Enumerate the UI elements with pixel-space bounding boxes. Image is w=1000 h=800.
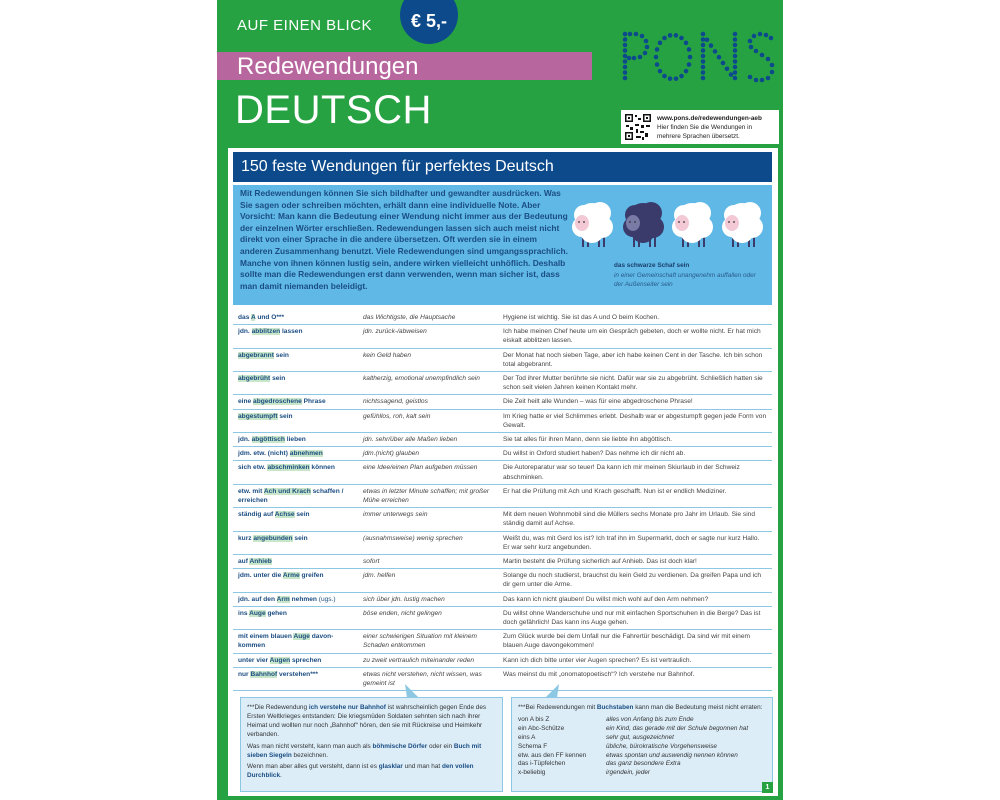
qr-line-1: Hier finden Sie die Wendungen in [657,123,753,131]
table-row [233,409,772,432]
page-number: 1 [762,782,773,793]
letter-definition: alles von Anfang bis zum Ende [606,715,694,723]
idiom-meaning: immer unterwegs sein [358,508,498,531]
table-row [233,325,772,348]
idiom-keyword: Auge [293,633,310,641]
letter-term: x-beliebig [518,769,546,777]
letter-term: etw. aus den FF kennen [518,751,587,759]
letter-term: ein Abc-Schütze [518,724,565,732]
illustration-caption [614,261,764,290]
intro-box [233,185,772,305]
idiom-phrase: ins Auge gehen [233,606,358,629]
caption-definition: in einer Gemeinschaft unangenehm auffallen oder der Außenseiter sein [614,271,756,288]
idiom-keyword: abgöttisch [251,436,285,444]
idiom-example: Kann ich dich bitte unter vier Augen sprechen? Es ist vertraulich. [498,653,772,667]
idiom-example: Zum Glück wurde bei dem Unfall nur die Fahrertür beschädigt. Da sind wir mit einem blauen Auge davongekommen! [498,630,772,653]
qr-info-box[interactable] [621,110,779,144]
table-row [233,555,772,569]
idiom-meaning: jdm. helfen [358,569,498,592]
qr-code-icon[interactable] [624,113,652,141]
letter-definition: sehr gut, ausgezeichnet [606,733,674,741]
idiom-phrase: jdm. unter die Arme greifen [233,569,358,592]
idiom-meaning: sofort [358,555,498,569]
series-label: AUF EINEN BLICK [237,17,373,34]
idiom-example: Die Zeit heilt alle Wunden – was für eine abgedroschene Phrase! [498,395,772,409]
idiom-example: Du willst ohne Wanderschuhe und nur mit einfachen Sportschuhen in die Berge? Das ist doch gefährlich! Das kann ins Auge gehen. [498,606,772,629]
idiom-meaning: kein Geld haben [358,348,498,371]
table-row [233,395,772,409]
idiom-phrase: sich etw. abschminken können [233,461,358,484]
table-row [233,447,772,461]
caption-title: das schwarze Schaf sein [614,262,690,269]
idiom-example: Martin besteht die Prüfung sicherlich auf Anhieb. Das ist doch klar! [498,555,772,569]
table-row [233,630,772,653]
idiom-keyword: abblitzen [251,328,281,336]
page-title: DEUTSCH [235,88,432,132]
idiom-phrase: auf Anhieb [233,555,358,569]
idiom-meaning: nichtssagend, geistlos [358,395,498,409]
idiom-meaning: gefühllos, roh, kalt sein [358,409,498,432]
idiom-meaning: böse enden, nicht gelingen [358,606,498,629]
section-title: 150 feste Wendungen für perfektes Deutsch [233,152,772,182]
idiom-meaning: zu zweit vertraulich miteinander reden [358,653,498,667]
idiom-keyword: abgedroschene [253,398,302,406]
letters-list [518,716,766,778]
idiom-meaning: das Wichtigste, die Hauptsache [358,311,498,325]
idiom-phrase: ständig auf Achse sein [233,508,358,531]
idiom-keyword: A [250,314,256,321]
idiom-meaning: etwas in letzter Minute schaffen; mit großer Mühe erreichen [358,484,498,507]
idiom-phrase: eine abgedroschene Phrase [233,395,358,409]
idiom-meaning: jdn. sehr/über alle Maßen lieben [358,433,498,447]
idiom-keyword: Arme [282,572,300,580]
table-row [233,372,772,395]
idiom-example: Das kann ich nicht glauben! Du willst mich wohl auf den Arm nehmen? [498,592,772,606]
note-letters: ***Bei Redewendungen mit Buchstaben kann man die Bedeutung meist nicht erraten: von A bis Z alles von Anfang bis zum Ende ein Abc-Schütze ein Kind, das gerade mit der Schule begonnen hat eins A sehr gut, ausgezeichnet Schema F übliche, bürokratische Vorgehensweise etw. aus den FF kennen etwas spontan und auswendig nennen können das i-Tüpfelchen das ganz besondere Extra x-beliebig irgendein, jeder [511,697,773,792]
idiom-keyword: Achse [274,511,295,519]
idiom-keyword: abschminken [267,464,310,472]
letter-definition: irgendein, jeder [606,769,651,777]
sheep-illustration-icon [570,197,770,257]
idiom-meaning: jdm.(nicht) glauben [358,447,498,461]
idiom-example: Hygiene ist wichtig. Sie ist das A und O beim Kochen. [498,311,772,325]
letter-definition: das ganz besondere Extra [606,760,681,768]
idiom-phrase: jdm. etw. (nicht) abnehmen [233,447,358,461]
idiom-phrase: abgebrannt sein [233,348,358,371]
idiom-phrase: kurz angebunden sein [233,531,358,554]
idiom-meaning: kaltherzig, emotional unempfindlich sein [358,372,498,395]
letter-definition: etwas spontan und auswendig nennen können [606,751,738,759]
idiom-example: Die Autoreparatur war so teuer! Da kann ich mir meinen Skiurlaub in der Schweiz abschminken. [498,461,772,484]
qr-text [657,114,762,141]
idiom-keyword: angebunden [253,534,293,542]
idiom-example: Der Tod ihrer Mutter berührte sie nicht. Dafür war sie zu abgebrüht. Schließlich hatten sie schon seit vielen Jahren keinen Kontakt mehr. [498,372,772,395]
table-row [233,348,772,371]
idiom-example: Du willst in Oxford studiert haben? Das nehme ich dir nicht ab. [498,447,772,461]
idiom-meaning: (ausnahmsweise) wenig sprechen [358,531,498,554]
idiom-example: Sie tat alles für ihren Mann, denn sie liebte ihn abgöttisch. [498,433,772,447]
table-row [233,311,772,325]
qr-line-2: mehrere Sprachen übersetzt. [657,132,740,140]
idiom-phrase: das A und O*** [233,311,358,325]
table-row [233,606,772,629]
idiom-meaning: etwas nicht verstehen, nicht wissen, was gemeint ist [358,667,498,690]
qr-url[interactable]: www.pons.de/redewendungen-aeb [657,114,762,122]
table-row [233,433,772,447]
pons-logo-icon [619,30,779,85]
idiom-phrase: jdn. abgöttisch lieben [233,433,358,447]
idiom-keyword: Anhieb [249,558,272,566]
table-row [233,592,772,606]
letter-term: von A bis Z [518,715,550,723]
idiom-phrase: abgestumpft sein [233,409,358,432]
idiom-phrase: nur Bahnhof verstehen*** [233,667,358,690]
idiom-meaning: einer schwierigen Situation mit kleinem Schaden entkommen [358,630,498,653]
subtitle: Redewendungen [237,53,419,80]
idiom-keyword: Ach und Krach [263,487,311,495]
content-panel [228,148,778,796]
idiom-example: Ich habe meinen Chef heute um ein Gespräch gebeten, doch er wollte nicht. Er hat mich eiskalt abblitzen lassen. [498,325,772,348]
idiom-meaning: jdn. zurück-/abweisen [358,325,498,348]
table-row [233,461,772,484]
idiom-example: Solange du noch studierst, brauchst du kein Geld zu verdienen. Da greifen Papa und ich dir gern unter die Arme. [498,569,772,592]
idiom-phrase: etw. mit Ach und Krach schaffen / erreichen [233,484,358,507]
idiom-phrase: jdn. abblitzen lassen [233,325,358,348]
idiom-phrase: jdn. auf den Arm nehmen (ugs.) [233,592,358,606]
idiom-example: Der Monat hat noch sieben Tage, aber ich habe keinen Cent in der Tasche. Ich bin schon total abgebrannt. [498,348,772,371]
idiom-phrase: unter vier Augen sprechen [233,653,358,667]
letter-term: eins A [518,733,536,741]
document-page [217,0,783,800]
idiom-table [233,311,772,691]
idiom-meaning: sich über jdn. lustig machen [358,592,498,606]
letter-definition: ein Kind, das gerade mit der Schule begonnen hat [606,724,749,732]
table-row [233,508,772,531]
idiom-keyword: Augen [269,656,291,664]
idiom-keyword: abnehmen [289,450,323,458]
idiom-keyword: Arm [276,595,290,603]
idiom-example: Mit dem neuen Wohnmobil sind die Müllers sechs Monate pro Jahr im Urlaub. Sie sind ständig damit auf Achse. [498,508,772,531]
intro-text: Mit Redewendungen können Sie sich bildhafter und gewandter ausdrücken. Was Sie sagen oder schreiben möchten, erhält dann eine individuelle Note. Aber Vorsicht: Man kann die Bedeutung einer Wendung nicht immer aus der Bedeutung der einzelnen Wörter erschließen. Redewendungen lassen sich auch meist nicht direkt von einer Sprache in die andere übersetzen. Oft werden sie in einem anderen Zusammenhang benutzt. Viele Redewendungen sind umgangssprachlich. Manche von ihnen können lustig sein, andere wirken vielleicht unhöflich. Deshalb sollte man die Redewendungen erst dann verwenden, wenn man sicher ist, dass man damit niemanden beleidigt. [240,188,568,291]
idiom-example: Er hat die Prüfung mit Ach und Krach geschafft. Nun ist er endlich Mediziner. [498,484,772,507]
table-row [233,484,772,507]
idiom-phrase: mit einem blauen Auge davon-kommen [233,630,358,653]
idiom-meaning: eine Idee/einen Plan aufgeben müssen [358,461,498,484]
letter-term: das i-Tüpfelchen [518,760,566,768]
table-row [233,667,772,690]
idiom-example: Weißt du, was mit Gerd los ist? Ich traf ihn im Supermarkt, doch er sagte nur kurz Hallo. Er war sehr kurz angebunden. [498,531,772,554]
letter-term: Schema F [518,742,548,750]
note-bahnhof: ***Die Redewendung ich verstehe nur Bahnhof ist wahrscheinlich gegen Ende des Ersten Weltkrieges entstanden: Die kriegsmüden Soldaten sehnten sich nach ihrer Heimat und wollten nur noch „Bahnhof“ hören, den sie mit Rückreise und Heimkehr verbanden. Was man nicht versteht, kann man auch als böhmische Dörfer oder ein Buch mit sieben Siegeln bezeichnen. Wenn man aber alles gut versteht, dann ist es glasklar und man hat den vollen Durchblick. [240,697,503,792]
idiom-phrase: abgebrüht sein [233,372,358,395]
table-row [233,569,772,592]
table-row [233,653,772,667]
price-badge: € 5,- [400,0,458,44]
letter-definition: übliche, bürokratische Vorgehensweise [606,742,717,750]
idiom-example: Im Krieg hatte er viel Schlimmes erlebt. Deshalb war er abgestumpft gegen jede Form von Gewalt. [498,409,772,432]
idiom-keyword: Bahnhof [250,670,278,678]
idiom-keyword: abgebrannt [238,351,274,359]
idiom-keyword: abgebrüht [238,375,271,383]
idiom-keyword: Auge [249,609,266,617]
idiom-example: Was meinst du mit „onomatopoetisch“? Ich verstehe nur Bahnhof. [498,667,772,690]
idiom-keyword: abgestumpft [238,412,278,420]
table-row [233,531,772,554]
